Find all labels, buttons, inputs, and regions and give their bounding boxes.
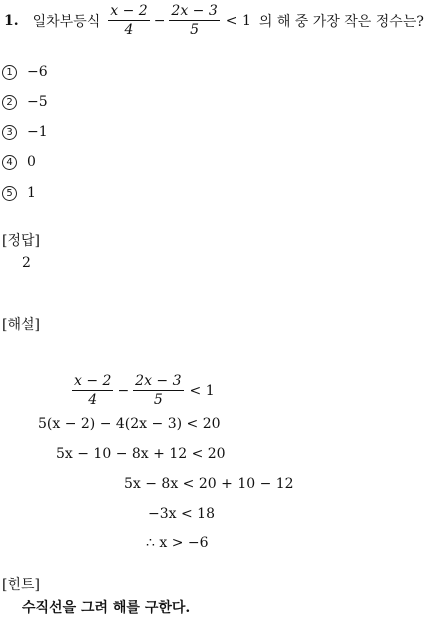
explanation-step-5: −3x < 18 [148, 506, 215, 522]
choice-value: −6 [27, 64, 48, 80]
question-prefix: 일차부등식 [32, 13, 101, 30]
question-rhs: < 1 [225, 12, 251, 29]
choice-marker: 3 [2, 125, 17, 140]
step1-fraction-1: $\frac{x - 2}{4}$ [74, 373, 112, 408]
question-suffix: 의 해 중 가장 작은 정수는? [258, 13, 424, 30]
choice-value: 1 [27, 185, 36, 201]
question-fraction-2: $\frac{2x - 3}{5}$ [171, 3, 218, 38]
choice-value: 0 [27, 154, 36, 170]
choice-value: −5 [27, 94, 48, 110]
explanation-step-6: ∴ x > −6 [146, 535, 209, 551]
step1-fraction-2: $\frac{2x - 3}{5}$ [135, 373, 182, 408]
choice-5[interactable] [2, 185, 36, 201]
explanation-step-2: 5(x − 2) − 4(2x − 3) < 20 [38, 416, 221, 432]
choice-4[interactable] [2, 154, 36, 170]
explanation-label: [해설] [2, 317, 40, 333]
question-fraction-1: $\frac{x - 2}{4}$ [110, 3, 148, 38]
choice-value: −1 [27, 124, 48, 140]
choice-marker: 5 [2, 186, 17, 201]
explanation-step-4: 5x − 8x < 20 + 10 − 12 [124, 476, 294, 492]
question-minus: − [153, 12, 166, 29]
question-stem [4, 2, 424, 39]
answer-label: [정답] [2, 233, 40, 249]
question-number: 1. [4, 12, 19, 29]
choice-2[interactable] [2, 94, 48, 110]
choice-marker: 4 [2, 155, 17, 170]
choice-marker: 2 [2, 95, 17, 110]
hint-text: 수직선을 그려 해를 구한다. [22, 600, 191, 616]
explanation-step-3: 5x − 10 − 8x + 12 < 20 [56, 446, 226, 462]
answer-value: 2 [22, 255, 31, 271]
choice-3[interactable] [2, 124, 48, 140]
choice-1[interactable] [2, 64, 48, 80]
choice-marker: 1 [2, 65, 17, 80]
hint-label: [힌트] [2, 577, 40, 593]
explanation-step-1: $\frac{x - 2}{4}$ − $\frac{2x - 3}{5}$ < 1 [74, 373, 215, 408]
